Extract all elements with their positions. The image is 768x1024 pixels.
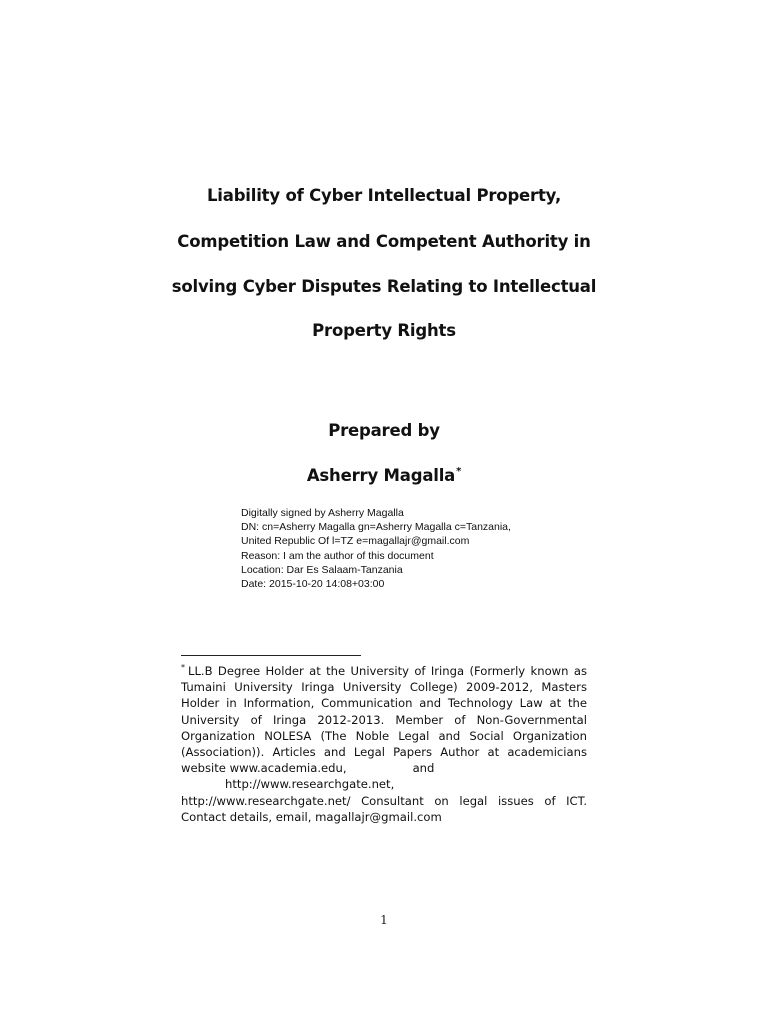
title-line-4: Property Rights (312, 321, 456, 340)
footnote-conjunction: and (412, 761, 435, 776)
footnote-line: http://www.researchgate.net/ Consultant on legal issues of ICT. (181, 793, 587, 808)
footnote-text: LL.B Degree Holder at the University of Iringa (Formerly known as (188, 664, 587, 678)
author-footnote-marker[interactable]: * (456, 466, 462, 477)
signature-line: Reason: I am the author of this document (241, 549, 434, 562)
footnote-line: Holder in Information, Communication and Technology Law at the (181, 696, 587, 711)
title-line-2: Competition Law and Competent Authority in (177, 232, 591, 251)
signature-line: Location: Dar Es Salaam-Tanzania (241, 563, 403, 576)
footnote-line: (Association)). Articles and Legal Papers Author at academicians (181, 745, 587, 760)
title-line-3: solving Cyber Disputes Relating to Intellectual (171, 277, 597, 296)
page-number: 1 (380, 913, 388, 927)
footnote-link-academia[interactable]: website www.academia.edu, (181, 761, 347, 776)
footnote-line (181, 760, 587, 776)
footnote-contact: Contact details, email, magallajr@gmail.com (181, 809, 442, 824)
signature-line: United Republic Of l=TZ e=magallajr@gmail.com (241, 535, 470, 548)
prepared-by-label: Prepared by (328, 421, 440, 440)
footnote-line: Tumaini University Iringa University College) 2009-2012, Masters (181, 680, 587, 695)
footnote-line: University of Iringa 2012-2013. Member of Non-Governmental (181, 712, 587, 727)
signature-line: Digitally signed by Asherry Magalla (241, 507, 404, 519)
signature-line: Date: 2015-10-20 14:08+03:00 (241, 578, 385, 591)
author-name: Asherry Magalla (306, 466, 456, 485)
footnote-marker: * (181, 663, 185, 672)
signature-line: DN: cn=Asherry Magalla gn=Asherry Magalla c=Tanzania, (241, 521, 511, 534)
footnote-separator (181, 655, 361, 656)
author-line (0, 466, 768, 485)
footnote-line: Organization NOLESA (The Noble Legal and Social Organization (181, 728, 587, 743)
title-line-1: Liability of Cyber Intellectual Property, (206, 186, 562, 205)
footnote (181, 660, 587, 825)
footnote-link-researchgate[interactable]: http://www.researchgate.net, (225, 777, 395, 792)
digital-signature-block[interactable] (241, 506, 511, 591)
footnote-line (181, 660, 587, 679)
